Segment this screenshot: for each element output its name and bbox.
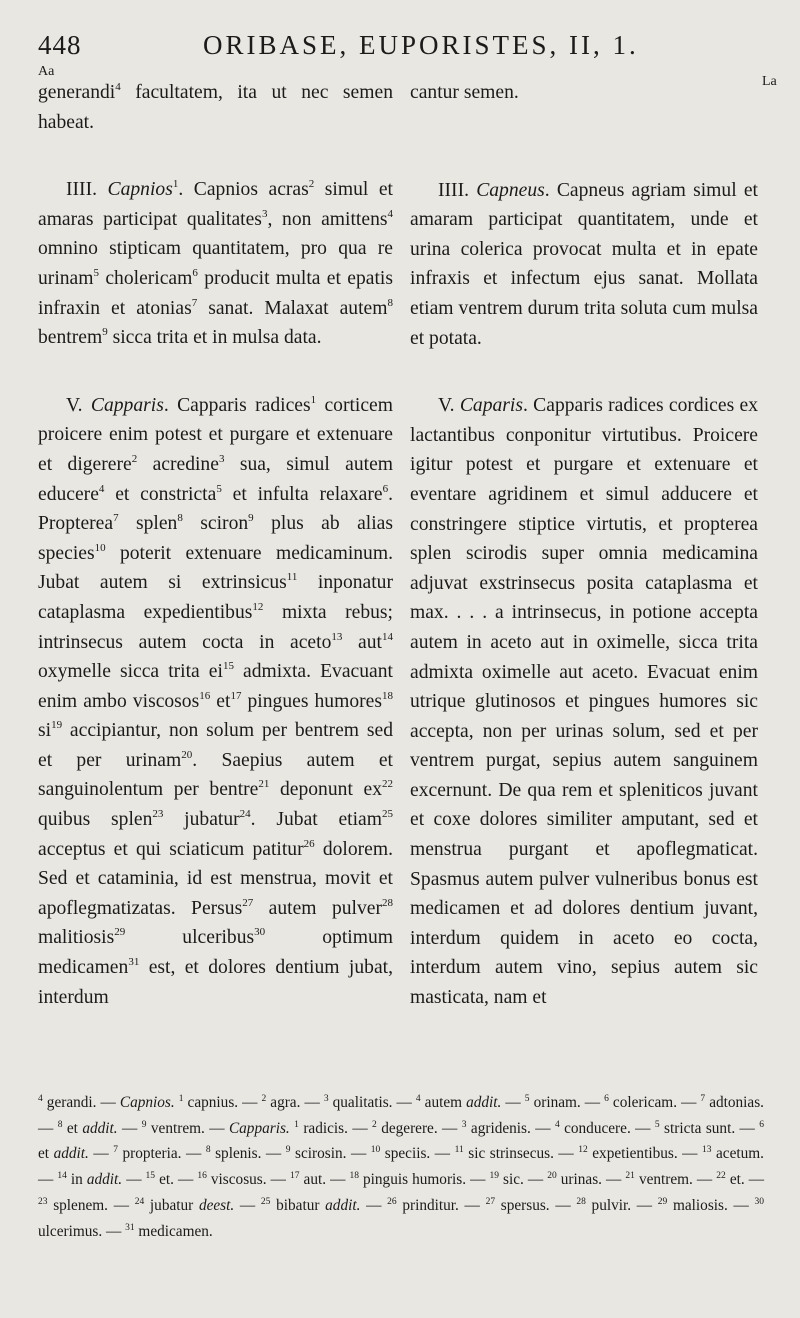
chapter-capparis: V. Capparis. Capparis radices$^1$ corticem proicere enim potest et purgare et extenuare et digerere$^2$ acredine$^3$ sua, simul autem educere$^4$ et constricta$^5$ et infulta relaxare$^6$. Propterea$^7$ splen$^8$ sciron$^9$ plus ab alias species$^{10}$ poterit extenuare medicaminum. Jubat autem si extrinsicus$^{11}$ inponatur cataplasma expedientibus$^{12}$ mixta rebus; intrinsecus autem cocta in aceto$^{13}$ aut$^{14}$ oxymelle sicca trita $ei^{15}$ admixta. Evacuant enim ambo viscosos$^{16}$ $et^{17}$ pingues humores$^{18}$ $si^{19}$ accipiantur, non solum per bentrem sed et per urinam$^{20}$. Saepius autem et sanguinolentum per bentre$^{21}$ deponunt $ex^{22}$ quibus splen$^{23}$ jubatur$^{24}$. Jubat etiam$^{25}$ acceptus et qui sciaticum patitur$^{26}$ dolorem. Sed et cataminia, id est menstrua, movit et apoflegmatizatas. Persus$^{27}$ autem pulver$^{28}$ malitiosis$^{29}$ ulceribus$^{30}$ optimum medicamen$^{31}$ est, et dolores dentium jubat, interdum (38, 393, 394, 1008)
chapter-caparis: V. Caparis. Capparis radices cordices ex lactantibus conponitur virtutibus. Proicere igitur potest et purgare et extenuare et eventare agridinem et simul adducere et constringere stiptice virtutis, et propterea splen scirodis super omnia medicamina adjuvat exstrinsecus posita cataplasma et max. . . . a intrinsecus, in potione accepta autem in aceto aut in oximelle, sicca trita admixta oximelle aut aceto. Evacuat enim utrique glutinosos et pingues humores sic accepta, non per urinas solum, sed et per ventrem purgat, sepius autem sanguinem excernunt. De qua rem et spleniticos juvant et coxe dolores similiter amputant, sed et menstrua purgant et apoflegmaticat. Spasmus autem pulver vulneribus bonus est medicamen et ad dolores dentium juvant, interdum quidem in aceto eo cocta, interdum autem vino, sepius autem sic masticata, nam et (410, 395, 758, 1009)
latin-column-left (38, 78, 393, 1012)
footnotes (38, 1090, 764, 1244)
latin-column-right (410, 78, 758, 1013)
continuation-text: generandi$^4$ facultatem, ita ut nec semen habeat. (38, 81, 393, 133)
continuation-text: cantur semen. (410, 82, 519, 103)
running-title: ORIBASE, EUPORISTES, II, 1. (203, 30, 639, 60)
margin-note-right: La (762, 74, 777, 89)
chapter-capnios: IIII. Capnios$^1$. Capnios acras$^2$ simul et amaras participat qualitates$^3$, non amittens$^4$ omnino stipticam quantitatem, pro qua re urinam$^5$ cholericam$^6$ producit multa et epatis infraxin et atonias$^7$ sanat. Malaxat autem$^8$ bentrem$^9$ sicca trita et in mulsa data. (38, 178, 393, 349)
page-header (38, 30, 778, 66)
footnote-text: $^4$ gerandi. — Capnios. $^1$ capnius. — $^2$ agra. — $^3$ qualitatis. — $^4$ autem addit. — $^5$ orinam. — $^6$ colericam. — $^7$ adtonias. — $^8$ et addit. — $^9$ ventrem. — Capparis. $^1$ radicis. — $^2$ degerere. — $^3$ agridenis. — $^4$ conducere. — $^5$ stricta sunt. — $^6$ et addit. — $^7$ propteria. — $^8$ splenis. — $^9$ scirosin. — $^{10}$ speciis. — $^{11}$ sic strinsecus. — $^{12}$ expetientibus. — $^{13}$ acetum. — $^{14}$ in addit. — $^{15}$ et. — $^{16}$ viscosus. — $^{17}$ aut. — $^{18}$ pinguis humoris. — $^{19}$ sic. — $^{20}$ urinas. — $^{21}$ ventrem. — $^{22}$ et. — $^{23}$ splenem. — $^{24}$ jubatur deest. — $^{25}$ bibatur addit. — $^{26}$ prinditur. — $^{27}$ spersus. — $^{28}$ pulvir. — $^{29}$ maliosis. — $^{30}$ ulcerimus. — $^{31}$ medicamen. (38, 1094, 765, 1240)
page-number: 448 (38, 30, 82, 60)
chapter-capneus: IIII. Capneus. Capneus agriam simul et amaram participat quantitatem, unde et urina colerica provocat multa et in epate infraxis et infectum ejus sanat. Mollata etiam ventrem durum trita soluta cum mulsa et potata. (410, 179, 758, 349)
margin-note-left: Aa (38, 64, 55, 79)
